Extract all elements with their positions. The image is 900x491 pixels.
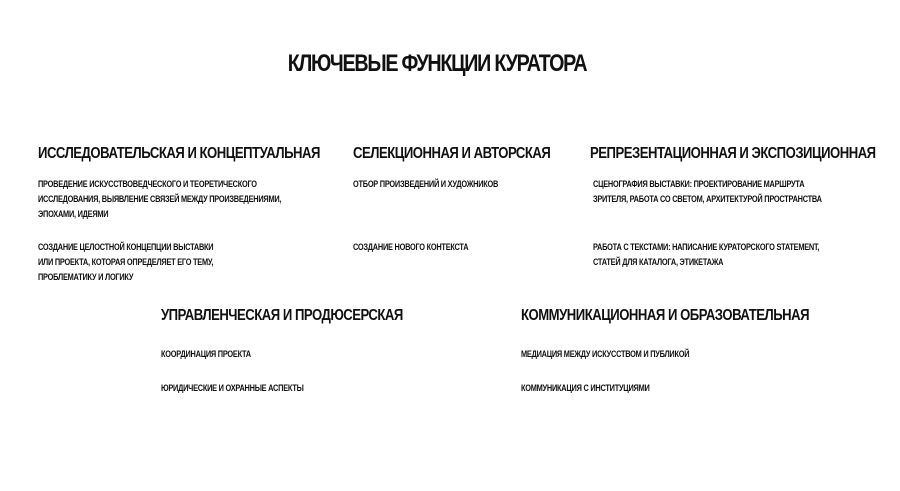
function-item: ЮРИДИЧЕСКИЕ И ОХРАННЫЕ АСПЕКТЫ — [161, 383, 304, 393]
section-heading-management: УПРАВЛЕНЧЕСКАЯ И ПРОДЮСЕРСКАЯ — [161, 307, 403, 324]
function-item: ОТБОР ПРОИЗВЕДЕНИЙ И ХУДОЖНИКОВ — [353, 179, 499, 189]
function-item: РАБОТА С ТЕКСТАМИ: НАПИСАНИЕ КУРАТОРСКОГО STATEMENT, СТАТЕЙ ДЛЯ КАТАЛОГА, ЭТИКЕТАЖА — [593, 242, 820, 267]
function-item: СЦЕНОГРАФИЯ ВЫСТАВКИ: ПРОЕКТИРОВАНИЕ МАРШРУТА ЗРИТЕЛЯ, РАБОТА СО СВЕТОМ, АРХИТЕКТУРОЙ ПРОСТРАНСТВА — [593, 179, 822, 204]
function-item: ПРОВЕДЕНИЕ ИСКУССТВОВЕДЧЕСКОГО И ТЕОРЕТИЧЕСКОГО ИССЛЕДОВАНИЯ, ВЫЯВЛЕНИЕ СВЯЗЕЙ МЕЖДУ ПРОИЗВЕДЕНИЯМИ, ЭПОХАМИ, ИДЕЯМИ — [38, 179, 282, 219]
section-heading-communication: КОММУНИКАЦИОННАЯ И ОБРАЗОВАТЕЛЬНАЯ — [521, 307, 810, 324]
section-heading-selection: СЕЛЕКЦИОННАЯ И АВТОРСКАЯ — [353, 145, 551, 162]
function-item: СОЗДАНИЕ ЦЕЛОСТНОЙ КОНЦЕПЦИИ ВЫСТАВКИ ИЛИ ПРОЕКТА, КОТОРАЯ ОПРЕДЕЛЯЕТ ЕГО ТЕМУ, ПРОБЛЕМАТИКУ И ЛОГИКУ — [38, 242, 214, 282]
function-item: МЕДИАЦИЯ МЕЖДУ ИСКУССТВОМ И ПУБЛИКОЙ — [521, 349, 690, 359]
section-heading-representation: РЕПРЕЗЕНТАЦИОННАЯ И ЭКСПОЗИЦИОННАЯ — [590, 145, 876, 162]
function-item: КООРДИНАЦИЯ ПРОЕКТА — [161, 349, 251, 359]
page-title: КЛЮЧЕВЫЕ ФУНКЦИИ КУРАТОРА — [287, 50, 587, 77]
section-heading-research: ИССЛЕДОВАТЕЛЬСКАЯ И КОНЦЕПТУАЛЬНАЯ — [38, 145, 320, 162]
function-item: КОММУНИКАЦИЯ С ИНСТИТУЦИЯМИ — [521, 383, 650, 393]
function-item: СОЗДАНИЕ НОВОГО КОНТЕКСТА — [353, 242, 469, 252]
